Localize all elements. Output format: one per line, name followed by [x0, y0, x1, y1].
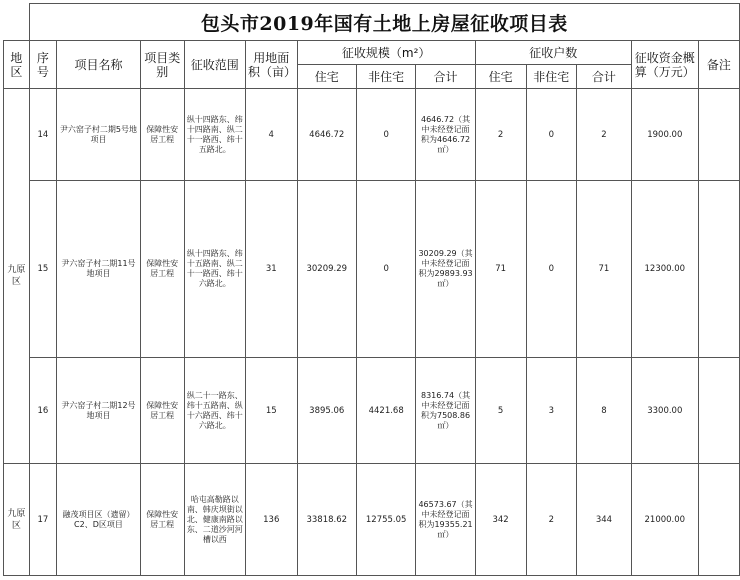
- header-name: 项目名称: [57, 41, 141, 89]
- project-name-cell: 尹六窑子村二期5号地项目: [57, 89, 141, 181]
- seq-cell: 14: [29, 89, 57, 181]
- remark-cell: [698, 464, 739, 576]
- funds-cell: 1900.00: [631, 89, 698, 181]
- header-region: 地区: [4, 41, 30, 89]
- header-scale-non-residential: 非住宅: [356, 65, 415, 89]
- total-area-cell: 46573.67（其中未经登记面积为19355.21㎡）: [416, 464, 475, 576]
- residential-households-cell: 71: [475, 181, 526, 358]
- total-households-cell: 8: [577, 358, 632, 464]
- project-type-cell: 保障性安居工程: [140, 358, 184, 464]
- header-households: 征收户数: [475, 41, 631, 65]
- header-scope: 征收范围: [184, 41, 245, 89]
- remark-cell: [698, 89, 739, 181]
- total-households-cell: 71: [577, 181, 632, 358]
- residential-area-cell: 30209.29: [297, 181, 356, 358]
- residential-households-cell: 342: [475, 464, 526, 576]
- project-name-cell: 尹六窑子村二期11号地项目: [57, 181, 141, 358]
- funds-cell: 12300.00: [631, 181, 698, 358]
- page-title: 包头市2019年国有土地上房屋征收项目表: [29, 4, 739, 41]
- non-residential-households-cell: 2: [526, 464, 577, 576]
- header-scale: 征收规模（m²）: [297, 41, 475, 65]
- non-residential-households-cell: 0: [526, 89, 577, 181]
- region-cell: 九原区: [4, 464, 30, 576]
- table-row: [4, 181, 740, 358]
- project-type-cell: 保障性安居工程: [140, 89, 184, 181]
- header-scale-total: 合计: [416, 65, 475, 89]
- seq-cell: 17: [29, 464, 57, 576]
- project-type-cell: 保障性安居工程: [140, 181, 184, 358]
- title-gutter: [4, 4, 30, 41]
- residential-households-cell: 2: [475, 89, 526, 181]
- header-land-area: 用地面积（亩）: [245, 41, 297, 89]
- header-hh-total: 合计: [577, 65, 632, 89]
- remark-cell: [698, 181, 739, 358]
- residential-households-cell: 5: [475, 358, 526, 464]
- seq-cell: 15: [29, 181, 57, 358]
- region-cell: 九原区: [4, 89, 30, 464]
- header-hh-residential: 住宅: [475, 65, 526, 89]
- total-area-cell: 8316.74（其中未经登记面积为7508.86㎡）: [416, 358, 475, 464]
- expropriation-table: [3, 3, 740, 576]
- project-name-cell: 尹六窑子村二期12号地项目: [57, 358, 141, 464]
- scope-cell: 纵二十一路东、纬十五路南、纵十六路西、纬十六路北。: [184, 358, 245, 464]
- table-row: [4, 464, 740, 576]
- total-households-cell: 2: [577, 89, 632, 181]
- land-area-cell: 15: [245, 358, 297, 464]
- header-funds: 征收资金概算（万元）: [631, 41, 698, 89]
- scope-cell: 哈屯高勒路以南、韩庆坝街以北、健康南路以东、二道沙河河槽以西: [184, 464, 245, 576]
- header-scale-residential: 住宅: [297, 65, 356, 89]
- scope-cell: 纵十四路东、纬十四路南、纵二十一路西、纬十五路北。: [184, 89, 245, 181]
- header-remark: 备注: [698, 41, 739, 89]
- land-area-cell: 31: [245, 181, 297, 358]
- header-seq: 序号: [29, 41, 57, 89]
- header-hh-non-residential: 非住宅: [526, 65, 577, 89]
- table-row: [4, 89, 740, 181]
- non-residential-area-cell: 0: [356, 89, 415, 181]
- project-name-cell: 融茂项目区（遗留）C2、D区项目: [57, 464, 141, 576]
- non-residential-area-cell: 0: [356, 181, 415, 358]
- residential-area-cell: 33818.62: [297, 464, 356, 576]
- land-area-cell: 4: [245, 89, 297, 181]
- residential-area-cell: 4646.72: [297, 89, 356, 181]
- remark-cell: [698, 358, 739, 464]
- non-residential-area-cell: 12755.05: [356, 464, 415, 576]
- total-area-cell: 30209.29（其中未经登记面积为29893.93㎡）: [416, 181, 475, 358]
- residential-area-cell: 3895.06: [297, 358, 356, 464]
- project-type-cell: 保障性安居工程: [140, 464, 184, 576]
- funds-cell: 3300.00: [631, 358, 698, 464]
- non-residential-households-cell: 3: [526, 358, 577, 464]
- table-row: [4, 358, 740, 464]
- total-area-cell: 4646.72（其中未经登记面积为4646.72㎡）: [416, 89, 475, 181]
- header-type: 项目类别: [140, 41, 184, 89]
- non-residential-area-cell: 4421.68: [356, 358, 415, 464]
- non-residential-households-cell: 0: [526, 181, 577, 358]
- scope-cell: 纵十四路东、纬十五路南、纵二十一路西、纬十六路北。: [184, 181, 245, 358]
- land-area-cell: 136: [245, 464, 297, 576]
- total-households-cell: 344: [577, 464, 632, 576]
- funds-cell: 21000.00: [631, 464, 698, 576]
- seq-cell: 16: [29, 358, 57, 464]
